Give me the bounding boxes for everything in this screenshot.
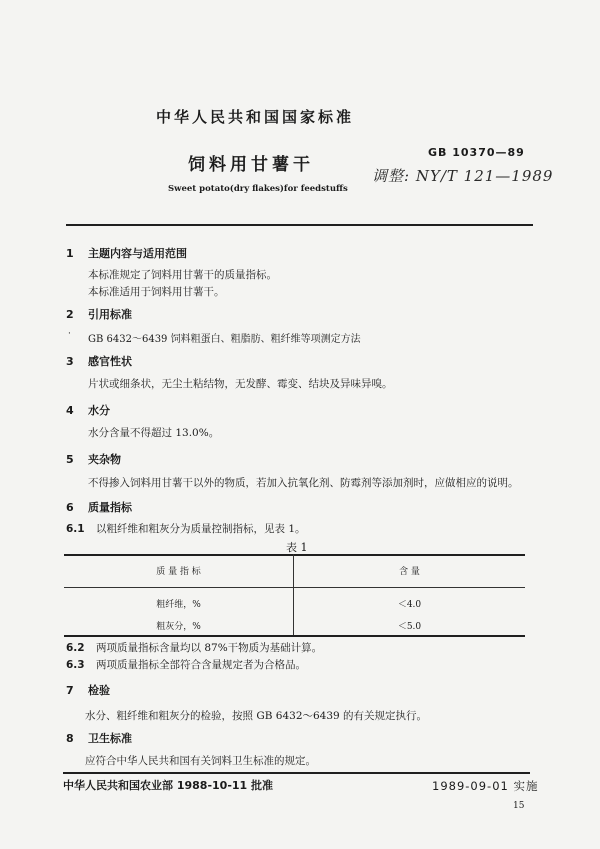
page-number: 15 xyxy=(513,801,525,811)
section-4-heading: 4 水分 xyxy=(66,404,110,417)
section-8-text: 应符合中华人民共和国有关饲料卫生标准的规定。 xyxy=(85,755,316,767)
document-title-cn: 饲料用甘薯干 xyxy=(188,155,314,175)
table-row xyxy=(64,588,525,615)
clause-6-1: 6.1 以粗纤维和粗灰分为质量控制指标，见表 1。 xyxy=(66,523,306,535)
section-5-text: 不得掺入饲料用甘薯干以外的物质，若加入抗氧化剂、防霉剂等添加剂时，应做相应的说明。 xyxy=(88,477,519,489)
table-row xyxy=(64,614,525,636)
handwritten-adjustment-note: 调整: NY/T 121—1989 xyxy=(372,167,554,185)
section-3-text: 片状或细条状，无尘土粘结物，无发酵、霉变、结块及异味异嗅。 xyxy=(88,378,393,390)
effective-date: 1989-09-01 实施 xyxy=(432,779,539,793)
section-2-reference: GB 6432～6439 饲料粗蛋白、粗脂肪、粗纤维等项测定方法 xyxy=(88,334,361,345)
section-6-heading: 6 质量指标 xyxy=(66,501,132,514)
section-7-heading: 7 检验 xyxy=(66,684,110,697)
table-header-content: 含 量 xyxy=(294,554,526,588)
section-1-line-1: 本标准规定了饲料用甘薯干的质量指标。 xyxy=(88,269,277,281)
table-cell-index: 粗纤维，% xyxy=(64,588,294,615)
table-1-caption: 表 1 xyxy=(286,541,308,554)
clause-6-3: 6.3 两项质量指标全部符合含量规定者为合格品。 xyxy=(66,659,306,671)
document-title-en: Sweet potato(dry flakes)for feedstuffs xyxy=(168,184,348,194)
section-1-line-2: 本标准适用于饲料用甘薯干。 xyxy=(88,286,225,298)
section-8-heading: 8 卫生标准 xyxy=(66,732,132,745)
table-cell-value: ＜4.0 xyxy=(397,599,422,610)
section-1-heading: 1 主题内容与适用范围 xyxy=(66,247,187,260)
standard-code: GB 10370—89 xyxy=(428,146,525,159)
table-bottom-rule xyxy=(64,635,525,637)
table-cell-index: 粗灰分，% xyxy=(64,614,294,636)
section-7-text: 水分、粗纤维和粗灰分的检验，按照 GB 6432～6439 的有关规定执行。 xyxy=(85,710,428,722)
clause-6-2: 6.2 两项质量指标含量均以 87%干物质为基础计算。 xyxy=(66,642,323,654)
approval-line: 中华人民共和国农业部 1988-10-11 批准 xyxy=(63,779,274,792)
section-2-heading: 2 引用标准 xyxy=(66,308,132,321)
table-header-row xyxy=(64,554,525,588)
header-divider xyxy=(66,224,533,226)
footer-divider xyxy=(63,772,530,774)
bullet-dot: · xyxy=(68,329,71,339)
section-3-heading: 3 感官性状 xyxy=(66,355,132,368)
section-5-heading: 5 夹杂物 xyxy=(66,453,121,466)
table-header-index: 质 量 指 标 xyxy=(64,554,294,588)
table-cell-value: ＜5.0 xyxy=(397,621,422,632)
national-standard-label: 中华人民共和国国家标准 xyxy=(156,108,355,126)
section-4-text: 水分含量不得超过 13.0%。 xyxy=(88,427,220,439)
quality-index-table xyxy=(64,554,525,636)
